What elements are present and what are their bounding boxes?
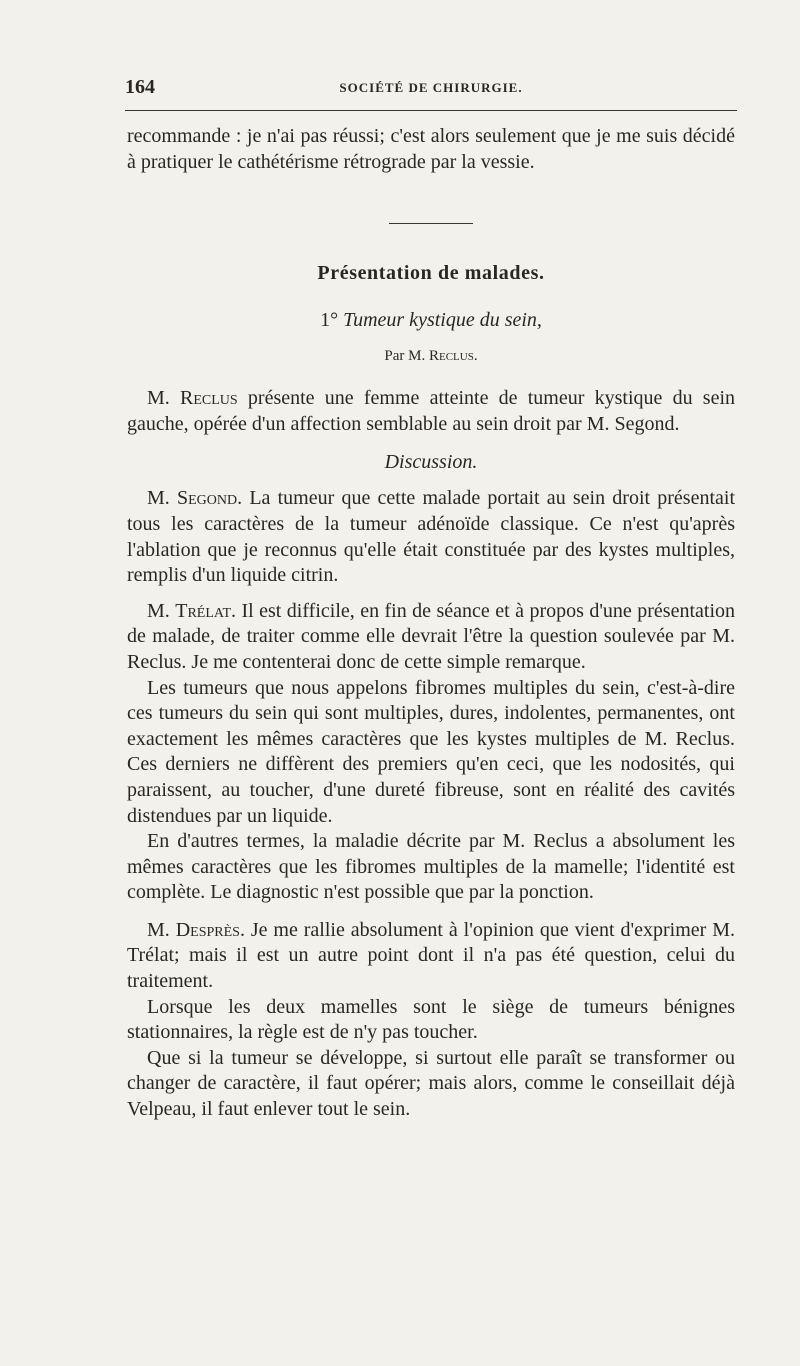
case-title-text: Tumeur kystique du sein,	[343, 309, 542, 332]
byline-author: Reclus.	[429, 348, 478, 365]
case-number: 1°	[320, 309, 339, 332]
case-title	[127, 307, 735, 333]
byline	[127, 346, 735, 366]
byline-prefix: Par M.	[384, 348, 426, 365]
despres-paragraph-3: Que si la tumeur se développe, si surtout elle paraît se transformer ou changer de caractère, il faut opérer; mais alors, comme le conseillait déjà Velpeau, il faut enlever tout le sein.	[127, 1046, 735, 1121]
page-number: 164	[125, 76, 155, 98]
segond-paragraph	[127, 486, 735, 588]
speaker-title: M.	[147, 387, 170, 410]
page-header	[125, 76, 737, 100]
trelat-paragraph	[127, 599, 735, 676]
running-title: SOCIÉTÉ DE CHIRURGIE.	[339, 80, 523, 95]
despres-paragraph-2: Lorsque les deux mamelles sont le siège de tumeurs bénignes stationnaires, la règle est de n'y pas toucher.	[127, 995, 735, 1044]
reclus-paragraph	[127, 386, 735, 437]
discussion-heading: Discussion.	[384, 451, 478, 474]
speaker-title: M.	[147, 918, 170, 941]
trelat-paragraph-3: En d'autres termes, la maladie décrite par M. Reclus a absolument les mêmes caractères que les fibromes multiples de la mamelle; l'identité est complète. Le diagnostic n'est possible que par la ponction.	[127, 830, 735, 904]
section-divider	[389, 223, 473, 224]
page-body	[127, 124, 735, 1123]
speaker-name: Segond.	[177, 487, 243, 510]
despres-text: Je me rallie absolument à l'opinion que vient d'exprimer M. Trélat; mais il est un autre point dont il n'a pas été question, celui du traitement.	[127, 918, 735, 993]
speaker-title: M.	[147, 487, 170, 510]
trelat-text: Il est difficile, en fin de séance et à propos d'une présentation de malade, de traiter comme elle devrait l'être la question soulevée par M. Reclus. Je me contenterai donc de cette simple remarque.	[127, 599, 736, 673]
reclus-text: présente une femme atteinte de tumeur kystique du sein gauche, opérée d'un affection semblable au sein droit par M. Segond.	[127, 387, 736, 435]
speaker-title: M.	[147, 599, 170, 622]
intro-paragraph: recommande : je n'ai pas réussi; c'est alors seulement que je me suis décidé à pratiquer le cathétérisme rétrograde par la vessie.	[127, 125, 735, 173]
speaker-name: Trélat.	[175, 599, 237, 622]
despres-paragraph	[127, 918, 735, 995]
speaker-name: Reclus	[180, 387, 238, 410]
segond-text: La tumeur que cette malade portait au sein droit présentait tous les caractères de la tumeur adénoïde classique. Ce n'est qu'après l'ablation que je reconnus qu'elle était constituée par des kystes multiples, remplis d'un liquide citrin.	[127, 487, 736, 587]
section-heading: Présentation de malades.	[317, 262, 545, 285]
header-rule	[125, 110, 737, 111]
speaker-name: Desprès.	[175, 918, 245, 941]
trelat-paragraph-2: Les tumeurs que nous appelons fibromes multiples du sein, c'est-à-dire ces tumeurs du sein qui sont multiples, dures, indolentes, permanentes, ont exactement les mêmes caractères que les kystes multiples de M. Reclus. Ces derniers ne diffèrent des premiers qu'en ceci, que les nodosités, qui paraissent, au toucher, d'une dureté fibreuse, sont en réalité des cavités distendues par un liquide.	[127, 676, 735, 827]
